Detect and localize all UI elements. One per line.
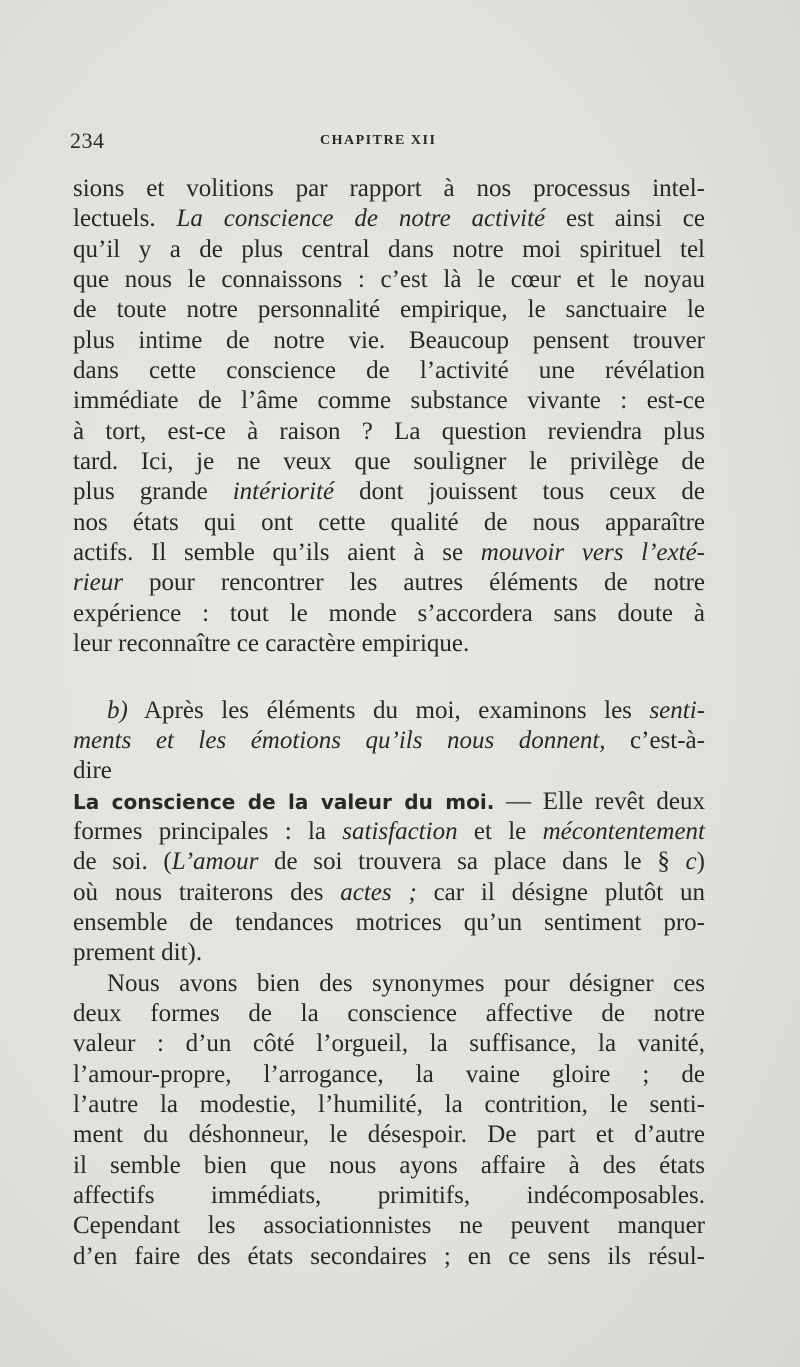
text-line: ment du déshonneur, le désespoir. De part et d’autre xyxy=(73,1121,705,1149)
paragraph-activity xyxy=(73,174,705,660)
text-line: que nous le connaissons : c’est là le cœur et le noyau xyxy=(73,266,705,294)
text-line: dire xyxy=(73,757,112,785)
page-number: 234 xyxy=(70,128,105,153)
text-line: formes principales : la satisfaction et le mécontentement xyxy=(73,817,705,845)
text-line: expérience : tout le monde s’accordera sans doute à xyxy=(73,599,705,627)
text-line: de soi. (L’amour de soi trouvera sa place dans le § c) xyxy=(73,848,705,876)
text-line: plus grande intériorité dont jouissent tous ceux de xyxy=(73,478,705,506)
text-line: valeur : d’un côté l’orgueil, la suffisance, la vanité, xyxy=(73,1030,705,1058)
paragraph-value-of-self xyxy=(73,787,705,969)
italic-phrase: intériorité xyxy=(232,478,335,506)
body-text xyxy=(73,174,705,1272)
paragraph-gap xyxy=(73,660,705,696)
text-line: deux formes de la conscience affective de notre xyxy=(73,999,705,1027)
italic-phrase: actes ; xyxy=(340,878,417,906)
text-line: b) Après les éléments du moi, examinons les senti- xyxy=(107,696,705,724)
chapter-title: CHAPITRE XII xyxy=(320,133,437,148)
text-line: dans cette conscience de l’activité une révélation xyxy=(73,357,705,385)
text-line: La conscience de la valeur du moi. — Elle revêt deux xyxy=(73,787,705,815)
text-line: l’amour-propre, l’arrogance, la vaine gloire ; de xyxy=(73,1060,705,1088)
text-line: rieur pour rencontrer les autres éléments de notre xyxy=(73,569,705,597)
italic-phrase: ments et les émotions qu’ils nous donnent, xyxy=(73,726,606,754)
paragraph-section-b xyxy=(73,696,705,787)
text-line: ensemble de tendances motrices qu’un sentiment pro- xyxy=(73,908,705,936)
text-line: prement dit). xyxy=(73,939,203,967)
italic-phrase: c xyxy=(685,848,697,876)
text-line: tard. Ici, je ne veux que souligner le privilège de xyxy=(73,448,705,476)
text-line: plus intime de notre vie. Beaucoup pensent trouver xyxy=(73,326,705,354)
paragraph-synonyms xyxy=(73,969,705,1272)
text-line: de toute notre personnalité empirique, le sanctuaire le xyxy=(73,296,705,324)
text-line: immédiate de l’âme comme substance vivante : est-ce xyxy=(73,387,705,415)
text-line: l’autre la modestie, l’humilité, la contrition, le senti- xyxy=(73,1090,705,1118)
section-marker: b) xyxy=(107,696,128,724)
text-line: actifs. Il semble qu’ils aient à se mouvoir vers l’exté- xyxy=(73,539,705,567)
text-line: lectuels. La conscience de notre activité est ainsi ce xyxy=(73,205,705,233)
italic-phrase: senti- xyxy=(649,696,705,724)
italic-phrase: mécontentement xyxy=(542,817,705,845)
text-line: ments et les émotions qu’ils nous donnent, c’est-à- xyxy=(73,726,705,754)
text-line: il semble bien que nous ayons affaire à des états xyxy=(73,1151,705,1179)
text-line: Cependant les associationnistes ne peuvent manquer xyxy=(73,1212,705,1240)
text-line: sions et volitions par rapport à nos processus intel- xyxy=(73,175,705,202)
text-line: Nous avons bien des synonymes pour désigner ces xyxy=(107,969,705,997)
italic-phrase: L’amour xyxy=(171,848,259,876)
text-line: où nous traiterons des actes ; car il désigne plutôt un xyxy=(73,878,705,906)
text-line: leur reconnaître ce caractère empirique. xyxy=(73,630,470,658)
running-head xyxy=(70,128,710,158)
section-heading: La conscience de la valeur du moi. xyxy=(73,789,495,814)
text-line: affectifs immédiats, primitifs, indécomposables. xyxy=(73,1182,705,1209)
italic-phrase: rieur xyxy=(73,569,123,597)
text-line: à tort, est-ce à raison ? La question reviendra plus xyxy=(73,417,705,445)
italic-phrase: La conscience de notre activité xyxy=(176,205,546,233)
text-line: qu’il y a de plus central dans notre moi spirituel tel xyxy=(73,235,705,263)
italic-phrase: satisfaction xyxy=(342,817,458,845)
text-line: d’en faire des états secondaires ; en ce sens ils résul- xyxy=(73,1242,705,1270)
italic-phrase: mouvoir vers l’exté- xyxy=(480,539,705,567)
text-line: nos états qui ont cette qualité de nous apparaître xyxy=(73,508,705,536)
